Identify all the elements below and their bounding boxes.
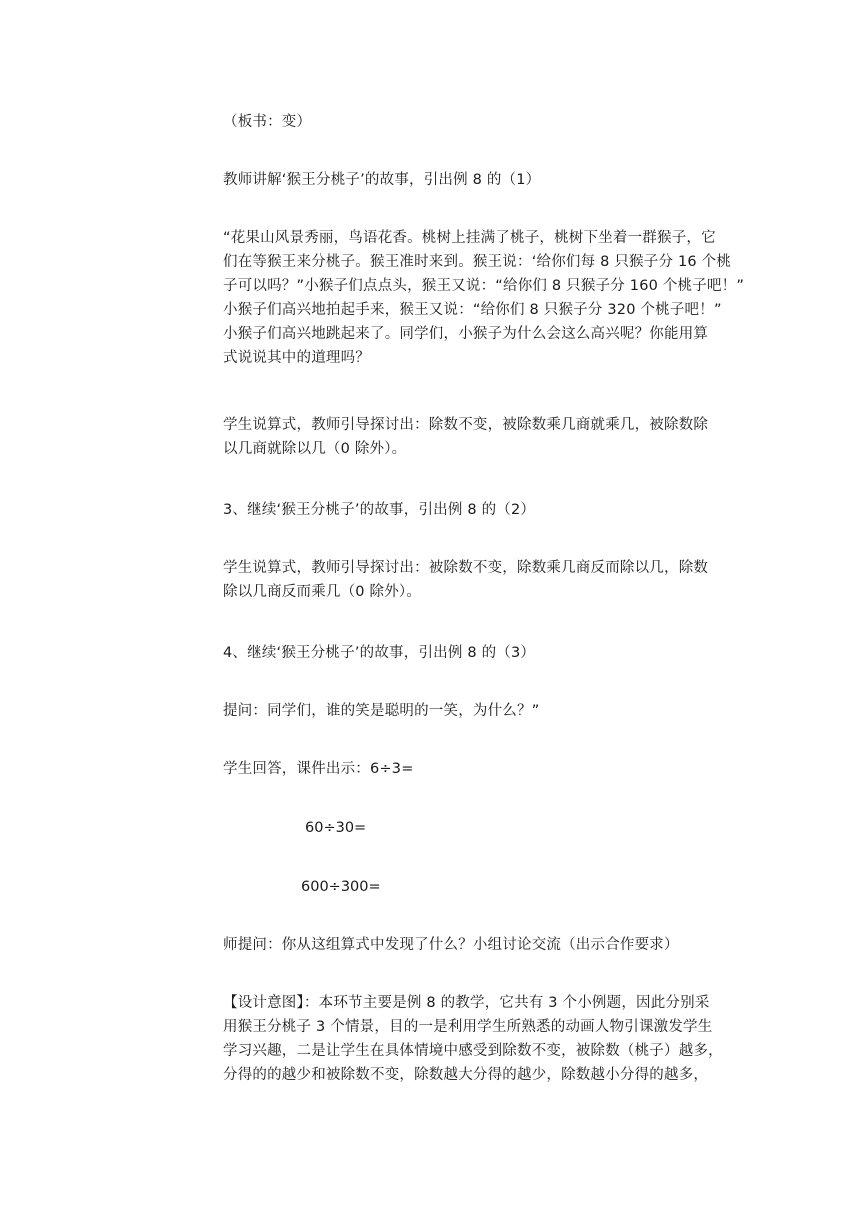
continue-story-2: 3、继续‘猴王分桃子’的故事，引出例 8 的（2） (223, 502, 536, 518)
story-line: 式说说其中的道理吗？ (223, 350, 370, 366)
story-line: 小猴子们高兴地跳起来了。同学们，小猴子为什么会这么高兴呢？你能用算 (223, 326, 709, 342)
paragraph-line: 除以几商反而乘几（0 除外）。 (223, 584, 422, 600)
story-paragraph (223, 226, 745, 370)
question-paragraph: 提问：同学们，谁的笑是聪明的一笑，为什么？” (223, 703, 540, 719)
story-line: 小猴子们高兴地拍起手来，猴王又说：“给你们 8 只猴子分 320 个桃子吧！” (223, 302, 722, 318)
equation-intro: 学生回答，课件出示：6÷3= (223, 761, 414, 777)
paragraph-line: 学习兴趣，二是让学生在具体情境中感受到除数不变，被除数（桃子）越多， (223, 1043, 723, 1059)
paragraph-line: 学生说算式，教师引导探讨出：除数不变，被除数乘几商就乘几，被除数除 (223, 417, 709, 433)
design-intent-paragraph (223, 991, 733, 1087)
paragraph-line: 以几商就除以几（0 除外）。 (223, 441, 407, 457)
teacher-question-paragraph: 师提问：你从这组算式中发现了什么？小组讨论交流（出示合作要求） (223, 937, 679, 953)
equation-600-div-300: 600÷300= (301, 879, 381, 895)
continue-story-3: 4、继续‘猴王分桃子’的故事，引出例 8 的（3） (223, 645, 536, 661)
story-line: 子可以吗？”小猴子们点点头，猴王又说：“给你们 8 只猴子分 160 个桃子吧！” (223, 278, 745, 294)
board-note: （板书：变） (223, 114, 312, 130)
paragraph-line: 学生说算式，教师引导探讨出：被除数不变，除数乘几商反而除以几，除数 (223, 560, 709, 576)
discussion-paragraph-1 (223, 413, 733, 461)
story-line: “花果山风景秀丽，鸟语花香。桃树上挂满了桃子，桃树下坐着一群猴子，它 (223, 230, 716, 246)
paragraph-line: 【设计意图】：本环节主要是例 8 的教学，它共有 3 个小例题，因此分别采 (223, 995, 710, 1011)
discussion-paragraph-2 (223, 556, 733, 604)
paragraph-line: 用猴王分桃子 3 个情景，目的一是利用学生所熟悉的动画人物引课激发学生 (223, 1019, 713, 1035)
paragraph-line: 分得的的越少和被除数不变，除数越大分得的越少，除数越小分得的越多， (223, 1067, 709, 1083)
story-line: 们在等猴王来分桃子。猴王准时来到。猴王说：‘给你们每 8 只猴子分 16 个桃 (223, 254, 732, 270)
teacher-intro-paragraph: 教师讲解‘猴王分桃子’的故事，引出例 8 的（1） (223, 172, 541, 188)
equation-60-div-30: 60÷30= (305, 820, 367, 836)
